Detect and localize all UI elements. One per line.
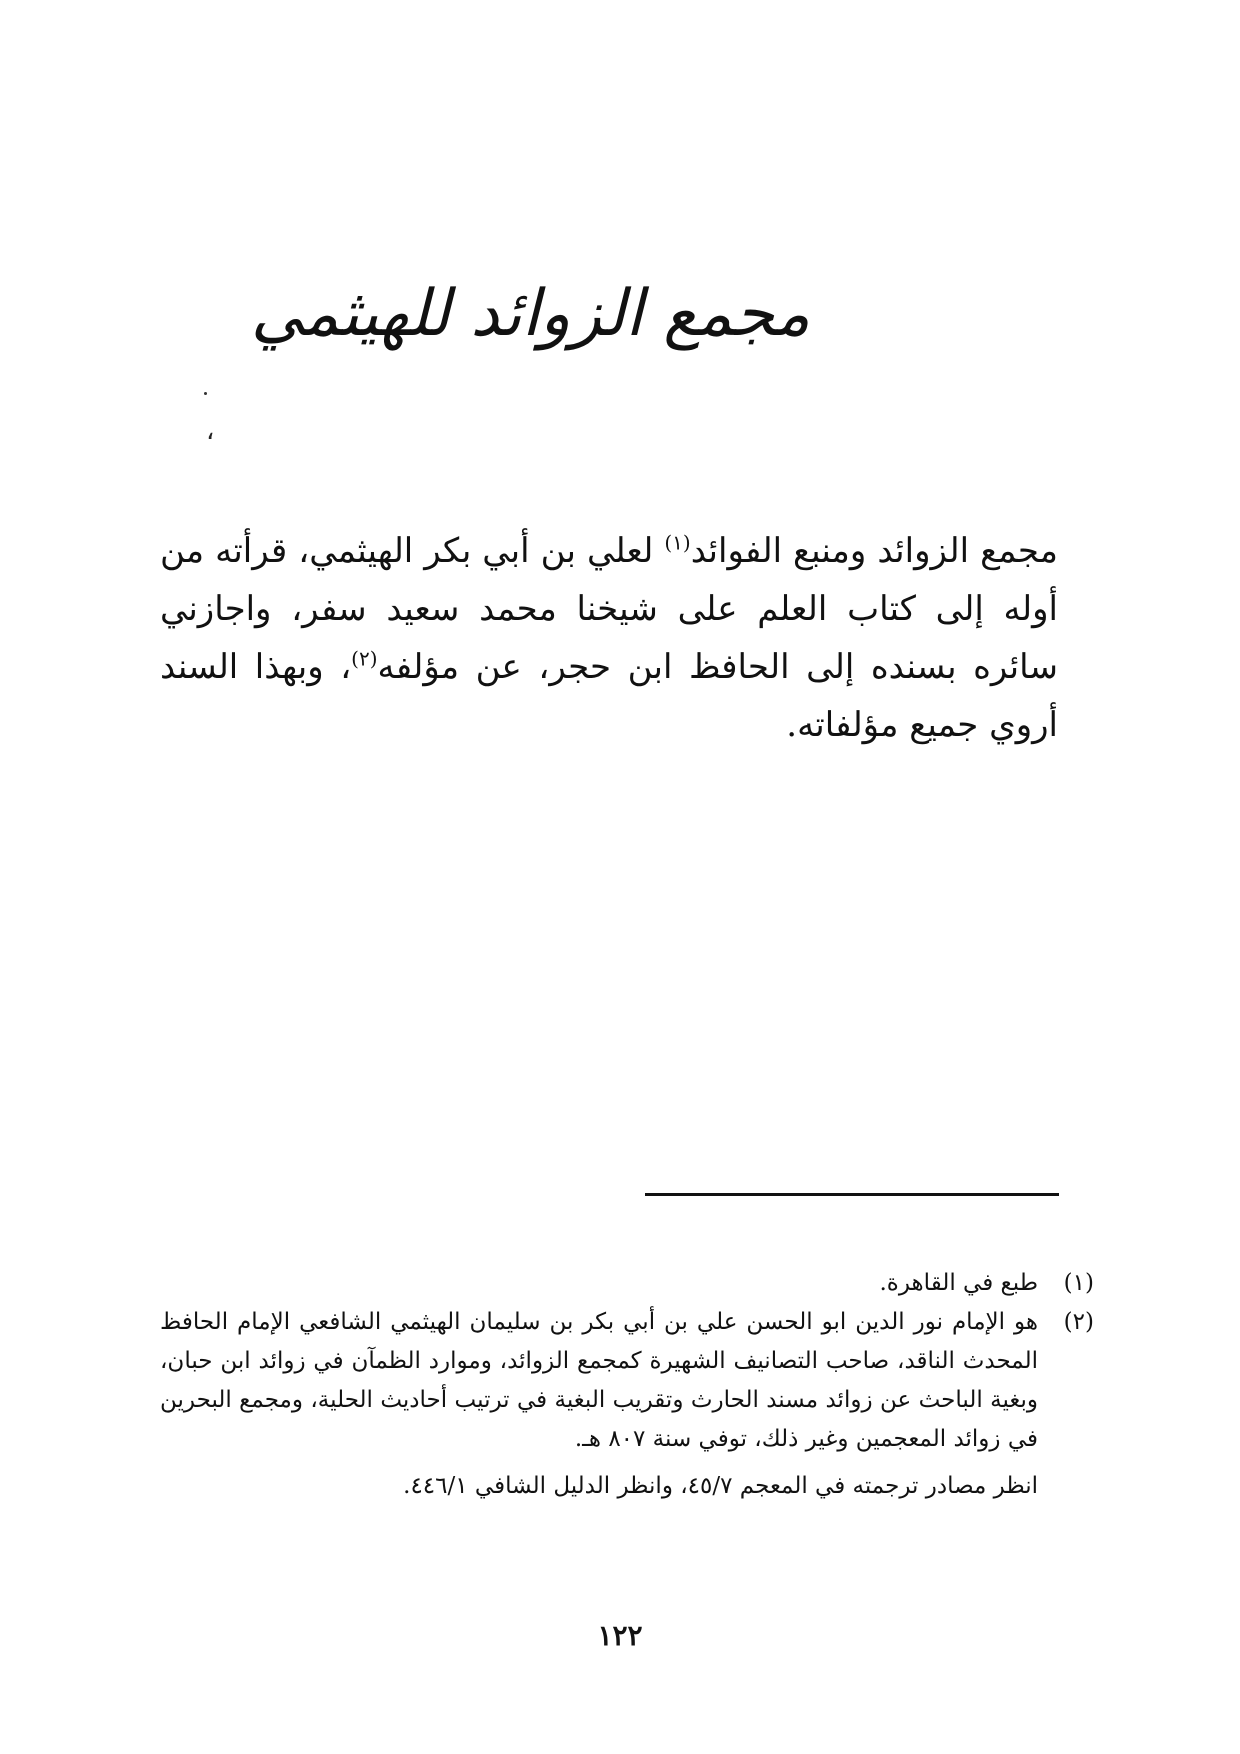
footnotes xyxy=(160,1264,1094,1506)
footnote-text: طبع في القاهرة. xyxy=(879,1270,1038,1296)
footnote-separator xyxy=(645,1193,1059,1196)
paragraph-part-3: ، وبهذا السند أروي جميع مؤلفاته. xyxy=(160,647,1058,745)
stray-dot xyxy=(204,392,207,395)
footnote-item xyxy=(160,1264,1094,1303)
footnote-number: (٢) xyxy=(1063,1309,1094,1335)
page-number: ١٢٢ xyxy=(597,1619,643,1652)
footnote-ref-2: (٢) xyxy=(351,646,378,671)
footnote-item xyxy=(160,1303,1094,1459)
footnote-text: هو الإمام نور الدين ابو الحسن علي بن أبي بكر بن سليمان الهيثمي الشافعي الإمام الحافظ المحدث الناقد، صاحب التصانيف الشهيرة كمجمع الزوائد، وموارد الظمآن في زوائد ابن حبان، وبغية الباحث عن زوائد مسند الحارث وتقريب البغية في ترتيب أحاديث الحلية، ومجمع البحرين في زوائد المعجمين وغير ذلك، توفي سنة ٨٠٧ هـ. xyxy=(160,1309,1038,1452)
footnote-ref-1: (١) xyxy=(664,530,691,555)
paragraph-part-2: لعلي بن أبي بكر الهيثمي، قرأته من أوله إلى كتاب العلم على شيخنا محمد سعيد سفر، واجازني سائره بسنده إلى الحافظ ابن حجر، عن مؤلفه xyxy=(160,531,1058,687)
paragraph-part-1: مجمع الزوائد ومنبع الفوائد xyxy=(690,531,1058,571)
calligraphy-heading: مجمع الزوائد للهيثمي xyxy=(250,277,810,351)
footnote-number: (١) xyxy=(1063,1270,1094,1296)
footnote-continuation: انظر مصادر ترجمته في المعجم ٤٥/٧، وانظر الدليل الشافي ٤٤٦/١. xyxy=(403,1473,1038,1499)
stray-mark: ، xyxy=(206,416,215,446)
main-paragraph xyxy=(160,522,1058,754)
